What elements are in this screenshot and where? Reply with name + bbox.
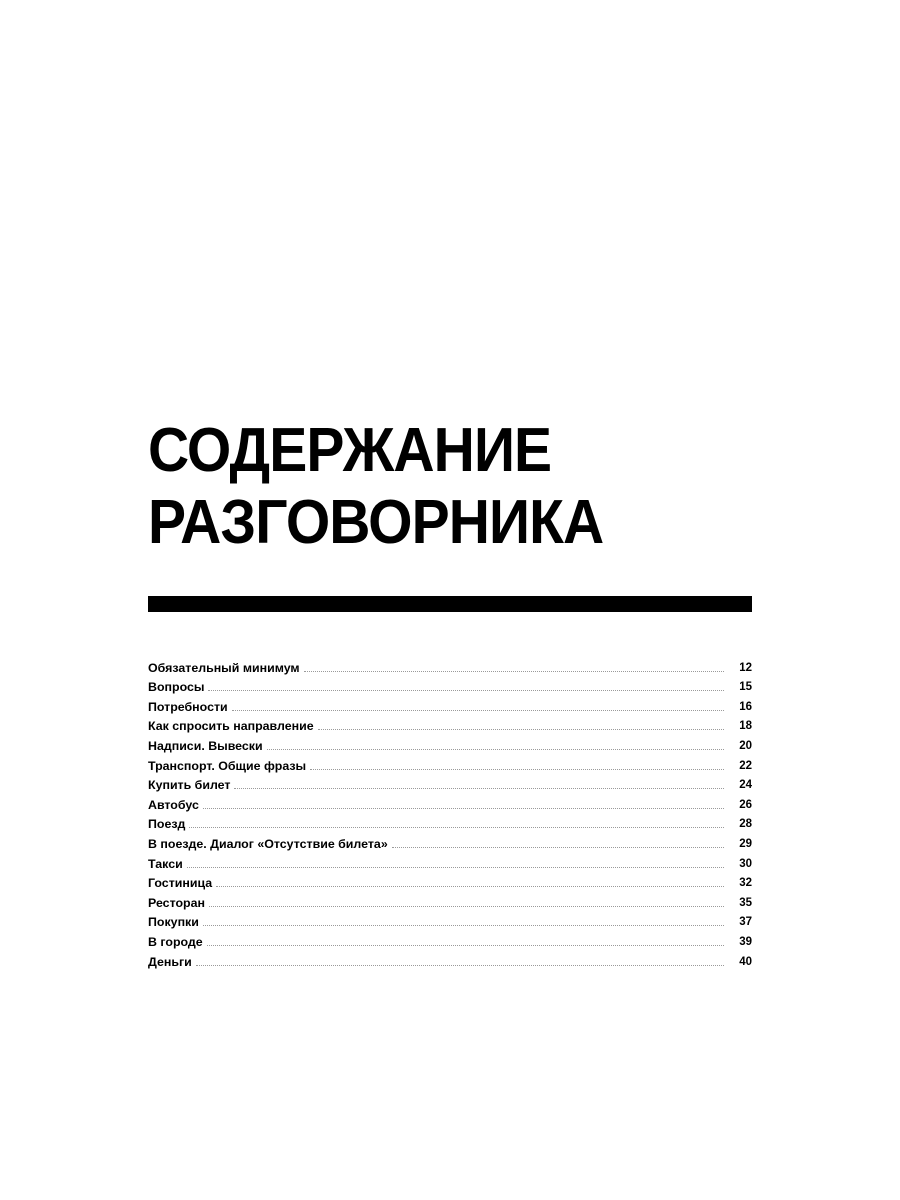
toc-entry-label: Надписи. Вывески (148, 738, 263, 753)
toc-entry-page: 37 (739, 916, 752, 929)
toc-leader-dots (207, 935, 724, 946)
toc-entry-label: Ресторан (148, 895, 205, 910)
toc-leader-dots (232, 700, 724, 711)
toc-leader-dots (187, 857, 724, 868)
toc-entry-page: 24 (739, 779, 752, 792)
toc-leader-dots (392, 837, 724, 848)
toc-entry[interactable] (148, 929, 752, 949)
toc-leader-dots (209, 896, 724, 907)
toc-entry[interactable] (148, 655, 752, 675)
toc-leader-dots (234, 778, 724, 789)
toc-leader-dots (203, 798, 724, 809)
toc-entry-label: Как спросить направление (148, 719, 314, 734)
toc-entry[interactable] (148, 871, 752, 891)
toc-entry-page: 26 (739, 798, 752, 811)
toc-leader-dots (189, 817, 724, 828)
toc-entry-label: Деньги (148, 954, 192, 969)
toc-entry-label: Купить билет (148, 778, 231, 793)
toc-entry-page: 30 (739, 857, 752, 870)
toc-entry-label: Обязательный минимум (148, 660, 300, 675)
toc-entry[interactable] (148, 910, 752, 930)
toc-entry-label: В поезде. Диалог «Отсутствие билета» (148, 836, 388, 851)
toc-entry-page: 16 (739, 700, 752, 713)
toc-entry-page: 39 (739, 935, 752, 948)
toc-entry[interactable] (148, 831, 752, 851)
toc-entry-label: Поезд (148, 817, 186, 832)
toc-entry-page: 29 (739, 837, 752, 850)
toc-entry[interactable] (148, 714, 752, 734)
toc-entry-page: 22 (739, 759, 752, 772)
toc-leader-dots (216, 876, 724, 887)
toc-entry-page: 40 (739, 955, 752, 968)
toc-entry[interactable] (148, 753, 752, 773)
toc-entry[interactable] (148, 733, 752, 753)
page-title-line-2: РАЗГОВОРНИКА (148, 488, 604, 557)
table-of-contents (148, 655, 752, 969)
toc-leader-dots (267, 739, 724, 750)
toc-entry-page: 15 (739, 681, 752, 694)
toc-entry[interactable] (148, 675, 752, 695)
toc-entry-label: Такси (148, 856, 183, 871)
toc-leader-dots (304, 661, 724, 672)
toc-entry-page: 32 (739, 877, 752, 890)
toc-entry-page: 35 (739, 896, 752, 909)
toc-entry[interactable] (148, 851, 752, 871)
page-title-line-1: СОДЕРЖАНИЕ (148, 416, 552, 485)
toc-entry[interactable] (148, 949, 752, 969)
toc-entry[interactable] (148, 792, 752, 812)
toc-entry[interactable] (148, 890, 752, 910)
toc-entry-page: 18 (739, 720, 752, 733)
toc-entry-label: Автобус (148, 797, 199, 812)
toc-leader-dots (208, 680, 724, 691)
toc-entry[interactable] (148, 694, 752, 714)
toc-entry-label: Потребности (148, 699, 228, 714)
toc-entry[interactable] (148, 812, 752, 832)
toc-entry-label: В городе (148, 934, 203, 949)
toc-leader-dots (203, 915, 724, 926)
toc-leader-dots (196, 955, 724, 966)
page-title (148, 415, 768, 559)
toc-entry[interactable] (148, 773, 752, 793)
toc-entry-label: Транспорт. Общие фразы (148, 758, 307, 773)
toc-leader-dots (318, 719, 724, 730)
toc-entry-page: 12 (739, 661, 752, 674)
toc-entry-label: Вопросы (148, 680, 205, 695)
title-divider (148, 596, 752, 612)
toc-entry-page: 20 (739, 739, 752, 752)
toc-leader-dots (310, 759, 724, 770)
toc-entry-label: Гостиница (148, 876, 213, 891)
toc-entry-label: Покупки (148, 915, 199, 930)
toc-entry-page: 28 (739, 818, 752, 831)
